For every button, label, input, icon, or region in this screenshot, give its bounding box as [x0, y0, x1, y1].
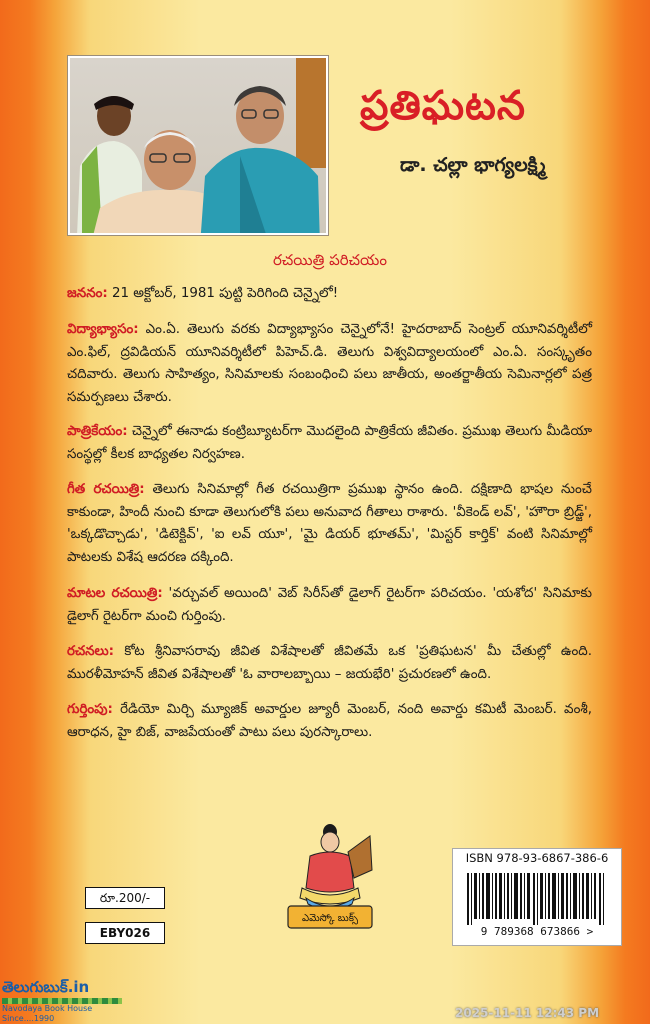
bio-education: [67, 319, 592, 409]
publisher-logo: [280, 822, 380, 932]
bio-text: రేడియో మిర్చి మ్యూజిక్ అవార్డుల జ్యూరీ మెంబర్, నంది అవార్డు కమిటీ మెంబర్. వంశీ, ఆరాధన, హై బిజ్, వాజపేయంతో పాటు పలు పురస్కారాలు.: [67, 702, 592, 740]
bio-text: తెలుగు సినిమాల్లో గీత రచయిత్రిగా ప్రముఖ స్థానం ఉంది. దక్షిణాది భాషల నుంచే కాకుండా, హిందీ నుంచి కూడా తెలుగులోకి పలు అనువాద గీతాలు రాశారు. 'వీకెండ్ లవ్', 'హౌరా బ్రిడ్జ్', 'ఒక్కడొచ్చాడు', 'డిటెక్టివ్', 'ఐ లవ్ యూ', 'మై డియర్ భూతమ్', 'మిస్టర్ కార్తిక్' వంటి సినిమాల్లో పాటలకు విశేష ఆదరణ దక్కింది.: [67, 482, 592, 565]
bio-text: ఎం.ఏ. తెలుగు వరకు విద్యాభ్యాసం చెన్నైలోనే! హైదరాబాద్ సెంట్రల్ యూనివర్శిటీలో ఎం.ఫిల్, ద్రవిడియన్ యూనివర్శిటీలో పిహెచ్.డి. తెలుగు విశ్వవిద్యాలయంలో ఎం.ఏ. సంస్కృతం చదివారు. తెలుగు సాహిత్యం, సినిమాలకు సంబంధించి పలు జాతీయ, అంతర్జాతీయ సెమినార్లలో పత్ర సమర్పణలు చేశారు.: [67, 322, 592, 405]
bio-label: గీత రచయిత్రి:: [67, 482, 145, 497]
bio-journalism: [67, 421, 592, 467]
bio-text: చెన్నైలో ఈనాడు కంట్రిబ్యూటర్‌గా మొదలైంది పాత్రికేయ జీవితం. ప్రముఖ తెలుగు మీడియా సంస్థల్లో కీలక బాధ్యతల నిర్వహణ.: [67, 424, 592, 462]
bio-dialogue-writer: [67, 583, 592, 629]
bio-works: [67, 641, 592, 687]
author-photo: [68, 56, 328, 235]
isbn-barcode-box: [452, 848, 622, 946]
bio-label: గుర్తింపు:: [67, 702, 113, 717]
price-tag: రూ.200/-: [85, 887, 165, 909]
bio-label: జననం:: [67, 286, 108, 301]
bio-birth: [67, 283, 592, 307]
photo-person-right: [200, 66, 320, 235]
isbn-number: ISBN 978-93-6867-386-6: [465, 851, 609, 865]
catalog-code: EBY026: [85, 922, 165, 944]
author-bio: [67, 283, 592, 757]
author-intro-heading: రచయిత్రి పరిచయం: [273, 251, 387, 269]
bio-recognition: [67, 699, 592, 745]
book-title: ప్రతిఘటన: [360, 83, 526, 129]
bio-text: 'వర్చువల్ అయింది' వెబ్ సిరీస్‌తో డైలాగ్ రైటర్‌గా పరిచయం. 'యశోద' సినిమాకు డైలాగ్ రైటర్‌గా మంచి గుర్తింపు.: [67, 586, 593, 624]
barcode-number: 9 789368 673866 >: [480, 925, 594, 938]
publisher-logo-text: ఎమెస్కో బుక్స్: [301, 913, 359, 924]
bio-label: రచనలు:: [67, 644, 114, 659]
bio-label: విద్యాభ్యాసం:: [67, 322, 139, 337]
watermark-site-name: తెలుగుబుక్.in: [2, 978, 90, 996]
barcode-icon: [467, 873, 607, 925]
bio-lyricist: [67, 479, 592, 571]
bio-label: మాటల రచయిత్రి:: [67, 586, 163, 601]
photo-timestamp: 2025-11-11 12:43 PM: [455, 1006, 600, 1020]
bio-label: పాత్రికేయం:: [67, 424, 128, 439]
site-watermark: [2, 978, 132, 1022]
watermark-since: Since....1990: [2, 1014, 55, 1023]
bio-text: కోట శ్రీనివాసరావు జీవిత విశేషాలతో జీవితమే ఒక 'ప్రతిఘటన' మీ చేతుల్లో ఉంది. మురళీమోహన్ జీవిత విశేషాలతో 'ఓ వారాలబ్బాయి – జయభేరి' ప్రచురణలో ఉంది.: [67, 644, 592, 682]
book-author: డా. చల్లా భాగ్యలక్ష్మి: [400, 154, 546, 176]
watermark-bookhouse: Navodaya Book House: [2, 1004, 93, 1013]
bio-text: 21 అక్టోబర్, 1981 పుట్టి పెరిగింది చెన్నైలో!: [107, 286, 339, 301]
